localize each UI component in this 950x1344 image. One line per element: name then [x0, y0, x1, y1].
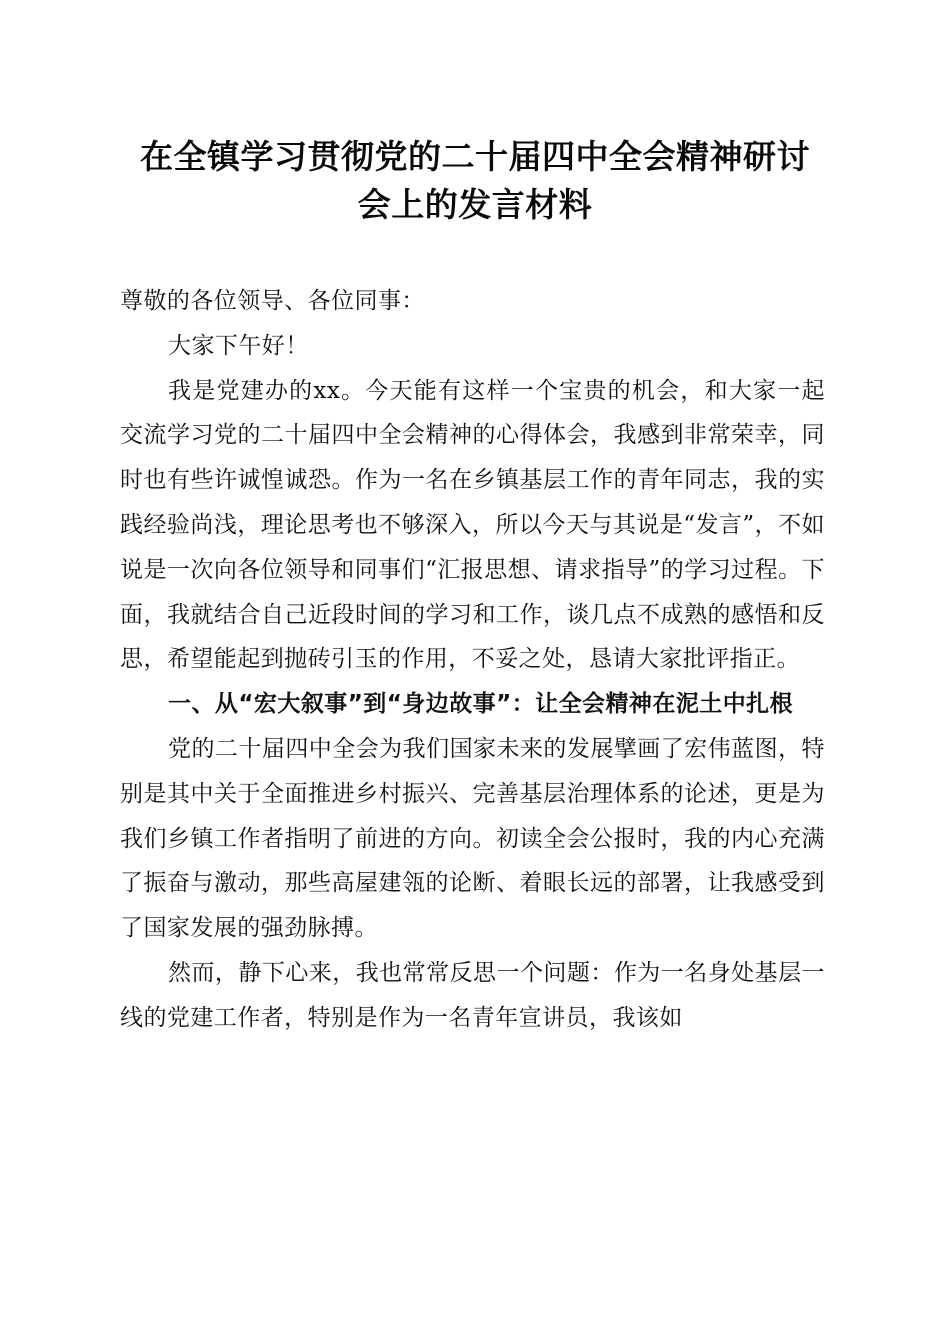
title-line-2: 会上的发言材料: [357, 185, 593, 224]
paragraph-intro: 我是党建办的xx。今天能有这样一个宝贵的机会，和大家一起交流学习党的二十届四中全会精神的心得体会，我感到非常荣幸，同时也有些许诚惶诚恐。作为一名在乡镇基层工作的青年同志，我的实践经验尚浅，理论思考也不够深入，所以今天与其说是“发言”，不如说是一次向各位领导和同事们“汇报思想、请求指导”的学习过程。下面，我就结合自己近段时间的学习和工作，谈几点不成熟的感悟和反思，希望能起到抛砖引玉的作用，不妥之处，恳请大家批评指正。: [120, 377, 825, 673]
greeting: 大家下午好！: [168, 332, 309, 359]
title-line-1: 在全镇学习贯彻党的二十届四中全会精神研讨: [140, 137, 810, 176]
salutation: 尊敬的各位领导、各位同事：: [120, 288, 425, 314]
section-heading-1: 一、从“宏大叙事”到“身边故事”：让全会精神在泥土中扎根: [168, 691, 794, 718]
document-title: [112, 133, 838, 229]
paragraph-section1-b: 然而，静下心来，我也常常反思一个问题：作为一名身处基层一线的党建工作者，特别是作为一名青年宣讲员，我该如: [120, 959, 825, 1031]
document-body: [120, 279, 825, 1041]
paragraph-section1-a: 党的二十届四中全会为我们国家未来的发展擘画了宏伟蓝图，特别是其中关于全面推进乡村振兴、完善基层治理体系的论述，更是为我们乡镇工作者指明了前进的方向。初读全会公报时，我的内心充满了振奋与激动，那些高屋建瓴的论断、着眼长远的部署，让我感受到了国家发展的强劲脉搏。: [120, 735, 825, 942]
